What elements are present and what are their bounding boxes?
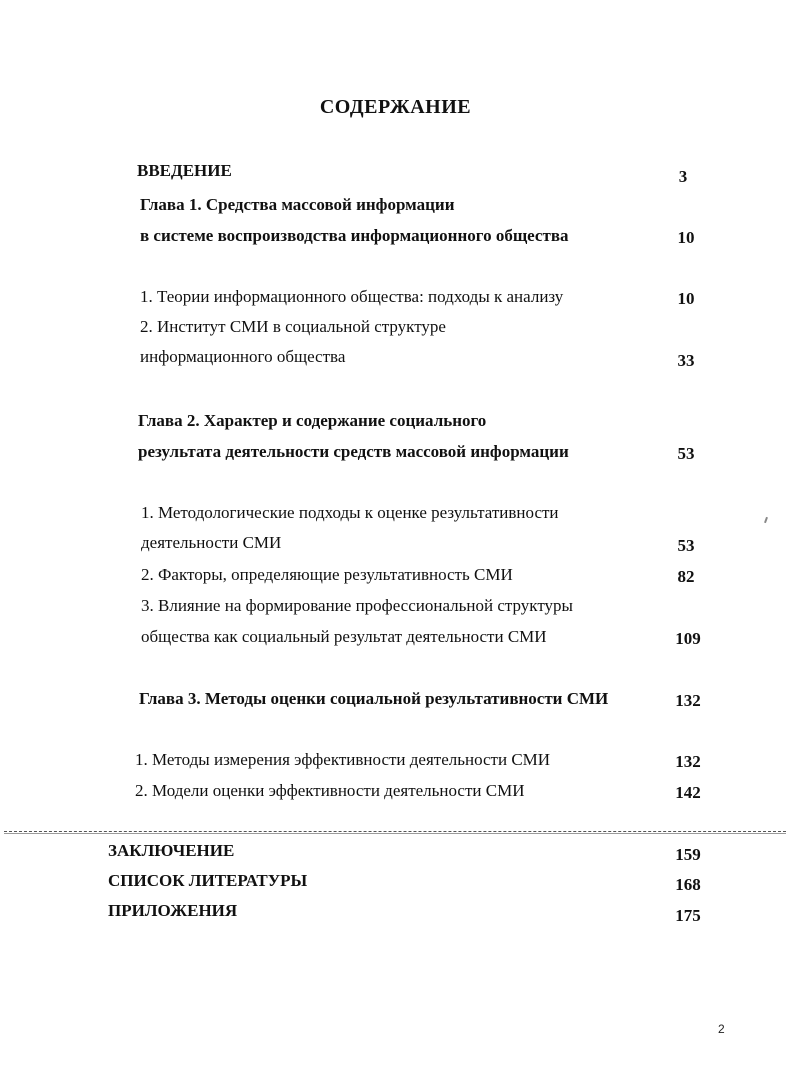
toc-references-page: 168 [675,875,701,894]
toc-ch1-item2-line2: информационного общества [140,347,346,366]
toc-chapter1-page: 10 [677,228,695,247]
toc-ch1-item1: 1. Теории информационного общества: подходы к анализу [140,287,564,306]
toc-conclusion: ЗАКЛЮЧЕНИЕ [108,841,235,860]
toc-chapter2-page: 53 [677,444,695,463]
separator-line-shadow [4,833,786,834]
toc-ch3-item2-page: 142 [675,783,701,802]
toc-ch1-item2-page: 33 [677,351,695,370]
toc-ch1-item1-page: 10 [677,289,695,308]
page-title: СОДЕРЖАНИЕ [319,96,472,118]
toc-ch2-item3-line1: 3. Влияние на формирование профессиональной структуры [141,596,573,615]
toc-ch3-item1: 1. Методы измерения эффективности деятельности СМИ [135,750,551,769]
toc-ch3-item2: 2. Модели оценки эффективности деятельности СМИ [135,781,525,800]
toc-chapter1-line2: в системе воспроизводства информационного общества [140,226,569,245]
toc-ch2-item3-page: 109 [675,629,701,648]
toc-ch2-item2-page: 82 [677,567,695,586]
toc-chapter1-line1: Глава 1. Средства массовой информации [140,195,455,214]
toc-ch1-item2-line1: 2. Институт СМИ в социальной структуре [140,317,446,336]
toc-conclusion-page: 159 [675,845,701,864]
toc-ch2-item3-line2: общества как социальный результат деятельности СМИ [141,627,547,646]
toc-appendices-page: 175 [675,906,701,925]
separator-line [4,831,786,832]
toc-chapter2-line2: результата деятельности средств массовой информации [138,442,569,461]
toc-references: СПИСОК ЛИТЕРАТУРЫ [108,871,308,890]
toc-chapter3: Глава 3. Методы оценки социальной результативности СМИ [139,689,609,708]
toc-ch3-item1-page: 132 [675,752,701,771]
toc-ch2-item2: 2. Факторы, определяющие результативность СМИ [141,565,513,584]
toc-ch2-item1-line1: 1. Методологические подходы к оценке результативности [141,503,559,522]
toc-ch2-item1-line2: деятельности СМИ [141,533,282,552]
scan-speck [764,517,768,523]
toc-chapter3-page: 132 [675,691,701,710]
toc-intro: ВВЕДЕНИЕ [137,161,232,180]
toc-ch2-item1-page: 53 [677,536,695,555]
toc-chapter2-line1: Глава 2. Характер и содержание социального [138,411,487,430]
page-number: 2 [718,1022,725,1036]
toc-intro-page: 3 [678,167,688,186]
toc-appendices: ПРИЛОЖЕНИЯ [108,901,238,920]
